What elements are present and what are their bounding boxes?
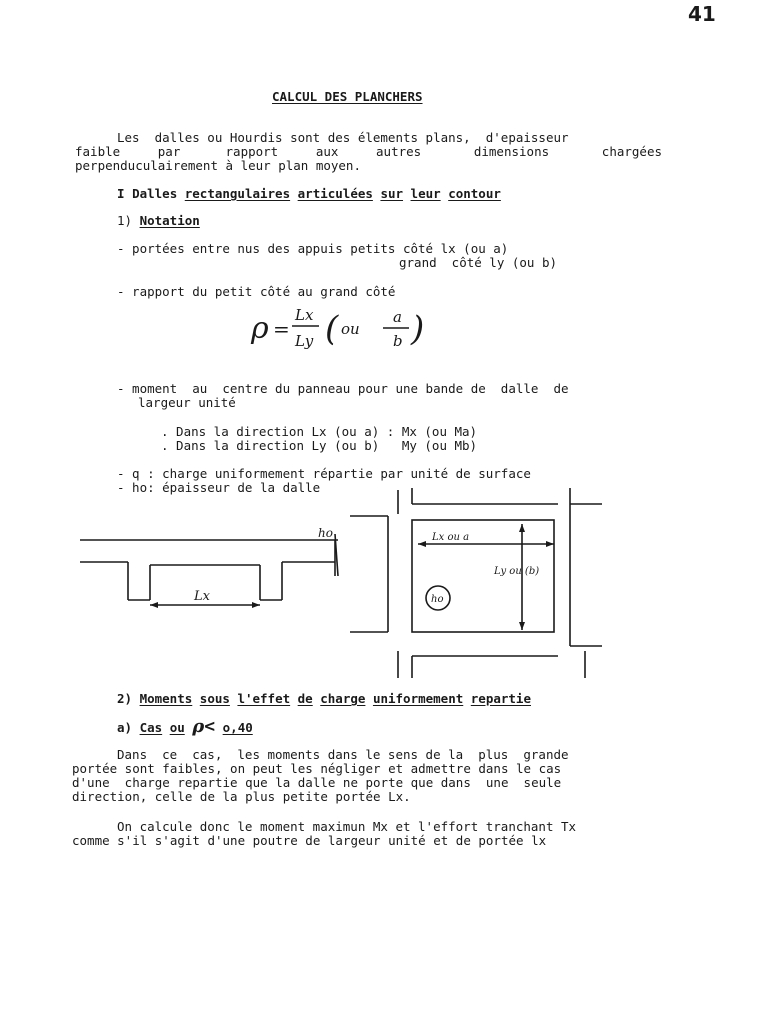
case-a-heading — [117, 716, 253, 737]
notation-heading — [117, 214, 200, 228]
section-lx-label: Lx — [194, 589, 210, 604]
panel-plan-diagram — [340, 486, 610, 682]
section-1-heading — [117, 187, 501, 201]
formula-ou: ou — [341, 320, 360, 338]
moment-line-1: - moment au centre du panneau pour une bande de dalle de — [117, 381, 569, 396]
para1-line-2: portée sont faibles, on peut les négliger et admettre dans le cas — [72, 761, 562, 776]
section-2-word: repartie — [470, 691, 531, 706]
formula-equals: = — [273, 317, 290, 341]
case-a-rho: ρ — [192, 716, 205, 737]
charge-q-line: - q : charge uniformement répartie par unité de surface — [117, 466, 531, 481]
moment-line-2: largeur unité — [138, 395, 236, 410]
section-1-word: rectangulaires — [184, 186, 291, 201]
section-1-prefix: I — [117, 186, 133, 201]
section-2-num: 2) — [117, 691, 140, 706]
charge-ho-line: - ho: épaisseur de la dalle — [117, 480, 321, 495]
formula-paren-right: ) — [411, 309, 425, 349]
section-ho-label: ho — [318, 526, 333, 540]
rapport-line: - rapport du petit côté au grand côté — [117, 284, 396, 299]
para2-line-2: comme s'il s'agit d'une poutre de largeur unité et de portée lx — [72, 833, 547, 848]
case-a-value: o,40 — [222, 720, 253, 735]
section-2-word: de — [297, 691, 313, 706]
section-1-word: Dalles — [132, 186, 178, 201]
intro-line-2: faible par rapport aux autres dimensions chargées — [75, 144, 662, 159]
formula-paren-left: ( — [325, 309, 339, 349]
direction-ly: . Dans la direction Ly (ou b) My (ou Mb) — [161, 438, 478, 453]
section-1-word: leur — [410, 186, 441, 201]
portees-line-2: grand côté ly (ou b) — [399, 255, 558, 270]
notation-num: 1) — [117, 213, 140, 228]
case-a-prefix: a) — [117, 720, 140, 735]
case-a-cas: Cas — [139, 720, 163, 735]
portees-line-1: - portées entre nus des appuis petits côté lx (ou a) — [117, 241, 509, 256]
section-2-heading — [117, 692, 531, 706]
para1-line-1: Dans ce cas, les moments dans le sens de la plus grande — [117, 747, 569, 762]
page-number: 41 — [688, 2, 716, 26]
direction-lx: . Dans la direction Lx (ou a) : Mx (ou Ma) — [161, 424, 478, 439]
para1-line-4: direction, celle de la plus petite portée Lx. — [72, 789, 411, 804]
formula-den-2: b — [393, 332, 403, 350]
section-1-word: contour — [448, 186, 501, 201]
plan-ly-label: Ly ou (b) — [494, 566, 540, 577]
plan-ho-label: ho — [431, 594, 444, 605]
formula-num-1: Lx — [295, 306, 314, 324]
intro-line-3: perpenduculairement à leur plan moyen. — [75, 158, 361, 173]
formula-num-2: a — [393, 308, 402, 326]
intro-line-1: Les dalles ou Hourdis sont des élements plans, d'epaisseur — [117, 130, 569, 145]
slab-section-diagram — [70, 520, 360, 620]
page-title: CALCUL DES PLANCHERS — [272, 89, 423, 104]
formula-rho: ρ — [251, 311, 269, 346]
notation-label: Notation — [139, 213, 200, 228]
section-2-word: Moments — [139, 691, 193, 706]
formula-den-1: Ly — [295, 332, 314, 350]
section-2-word: uniformement — [372, 691, 464, 706]
case-a-less-than: < — [204, 716, 216, 737]
section-2-word: sous — [199, 691, 230, 706]
section-2-word: charge — [320, 691, 366, 706]
para1-line-3: d'une charge repartie que la dalle ne porte que dans une seule — [72, 775, 562, 790]
plan-lx-label: Lx ou a — [432, 532, 470, 543]
para2-line-1: On calcule donc le moment maximun Mx et l'effort tranchant Tx — [117, 819, 577, 834]
section-2-word: l'effet — [237, 691, 291, 706]
rho-formula — [245, 300, 430, 360]
case-a-ou: ou — [169, 720, 185, 735]
section-1-word: sur — [380, 186, 404, 201]
section-1-word: articulées — [297, 186, 373, 201]
